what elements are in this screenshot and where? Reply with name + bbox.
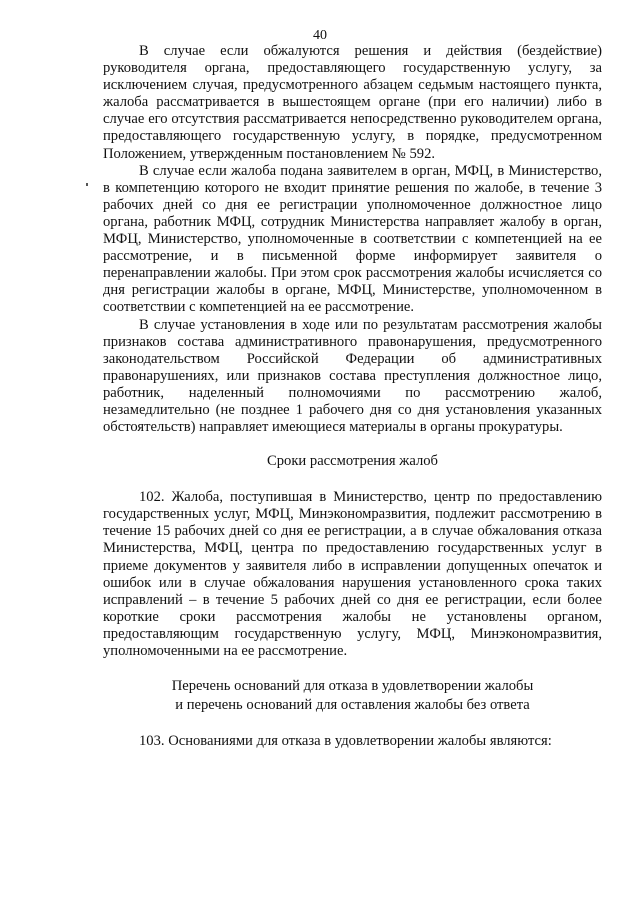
paragraph-appeal-head-of-body: В случае если обжалуются решения и действия (бездействие) руководителя органа, предоставляющего государственную услугу, за исключением случая, предусмотренного абзацем седьмым настоящего пункта, жалоба рассматривается в вышестоящем органе (при его наличии) либо в случае его отсутствия рассматривается непосредственно руководителем органа, предоставляющего государственную услугу, в порядке, предусмотренном Положением, утвержденным постановлением № 592. (103, 43, 602, 162)
section-heading-line-1: Перечень оснований для отказа в удовлетворении жалобы (171, 678, 534, 695)
section-heading-review-terms: Сроки рассмотрения жалоб (267, 453, 438, 470)
paragraph-redirect-complaint: В случае если жалоба подана заявителем в орган, МФЦ, в Министерство, в компетенцию которого не входит принятие решения по жалобе, в течение 3 рабочих дней со дня ее регистрации уполномоченное должностное лицо органа, работник МФЦ, сотрудник Министерства направляет жалобу в орган, МФЦ, Министерство, уполномоченные в соответствии с компетенцией на ее рассмотрение, и в письменной форме информирует заявителя о перенаправлении жалобы. При этом срок рассмотрения жалобы исчисляется со дня регистрации жалобы в органе, МФЦ, Министерстве, уполномоченном в соответствии с компетенцией на ее рассмотрение. (103, 162, 602, 316)
paragraph-102: 102. Жалоба, поступившая в Министерство, центр по предоставлению государственных услуг, МФЦ, Минэкономразвития, подлежит рассмотрению в течение 15 рабочих дней со дня ее регистрации, а в случае обжалования отказа Министерства, МФЦ, центра по предоставлению государственных услуг в приеме документов у заявителя либо в исправлении допущенных опечаток и ошибок или в случае обжалования нарушения установленного срока таких исправлений – в течение 5 рабочих дней со дня ее регистрации, если более короткие сроки рассмотрения жалобы не установлены органом, предоставляющим государственную услугу, МФЦ, Минэкономразвития, уполномоченными на ее рассмотрение. (103, 489, 602, 659)
page-number: 40 (313, 28, 327, 43)
paragraph-103: 103. Основаниями для отказа в удовлетворении жалобы являются: (139, 733, 552, 750)
section-heading-line-2: и перечень оснований для оставления жалобы без ответа (175, 697, 530, 714)
paragraph-violation-signs: В случае установления в ходе или по результатам рассмотрения жалобы признаков состава административного правонарушения, предусмотренного законодательством Российской Федерации об административных правонарушениях, или признаков состава преступления должностное лицо, работник, наделенный полномочиями по рассмотрению жалоб, незамедлительно (не позднее 1 рабочего дня со дня установления указанных обстоятельств) направляет имеющиеся материалы в органы прокуратуры. (103, 316, 602, 436)
section-heading-refusal-grounds (103, 677, 602, 715)
document-body (103, 43, 602, 750)
margin-mark (86, 183, 88, 186)
